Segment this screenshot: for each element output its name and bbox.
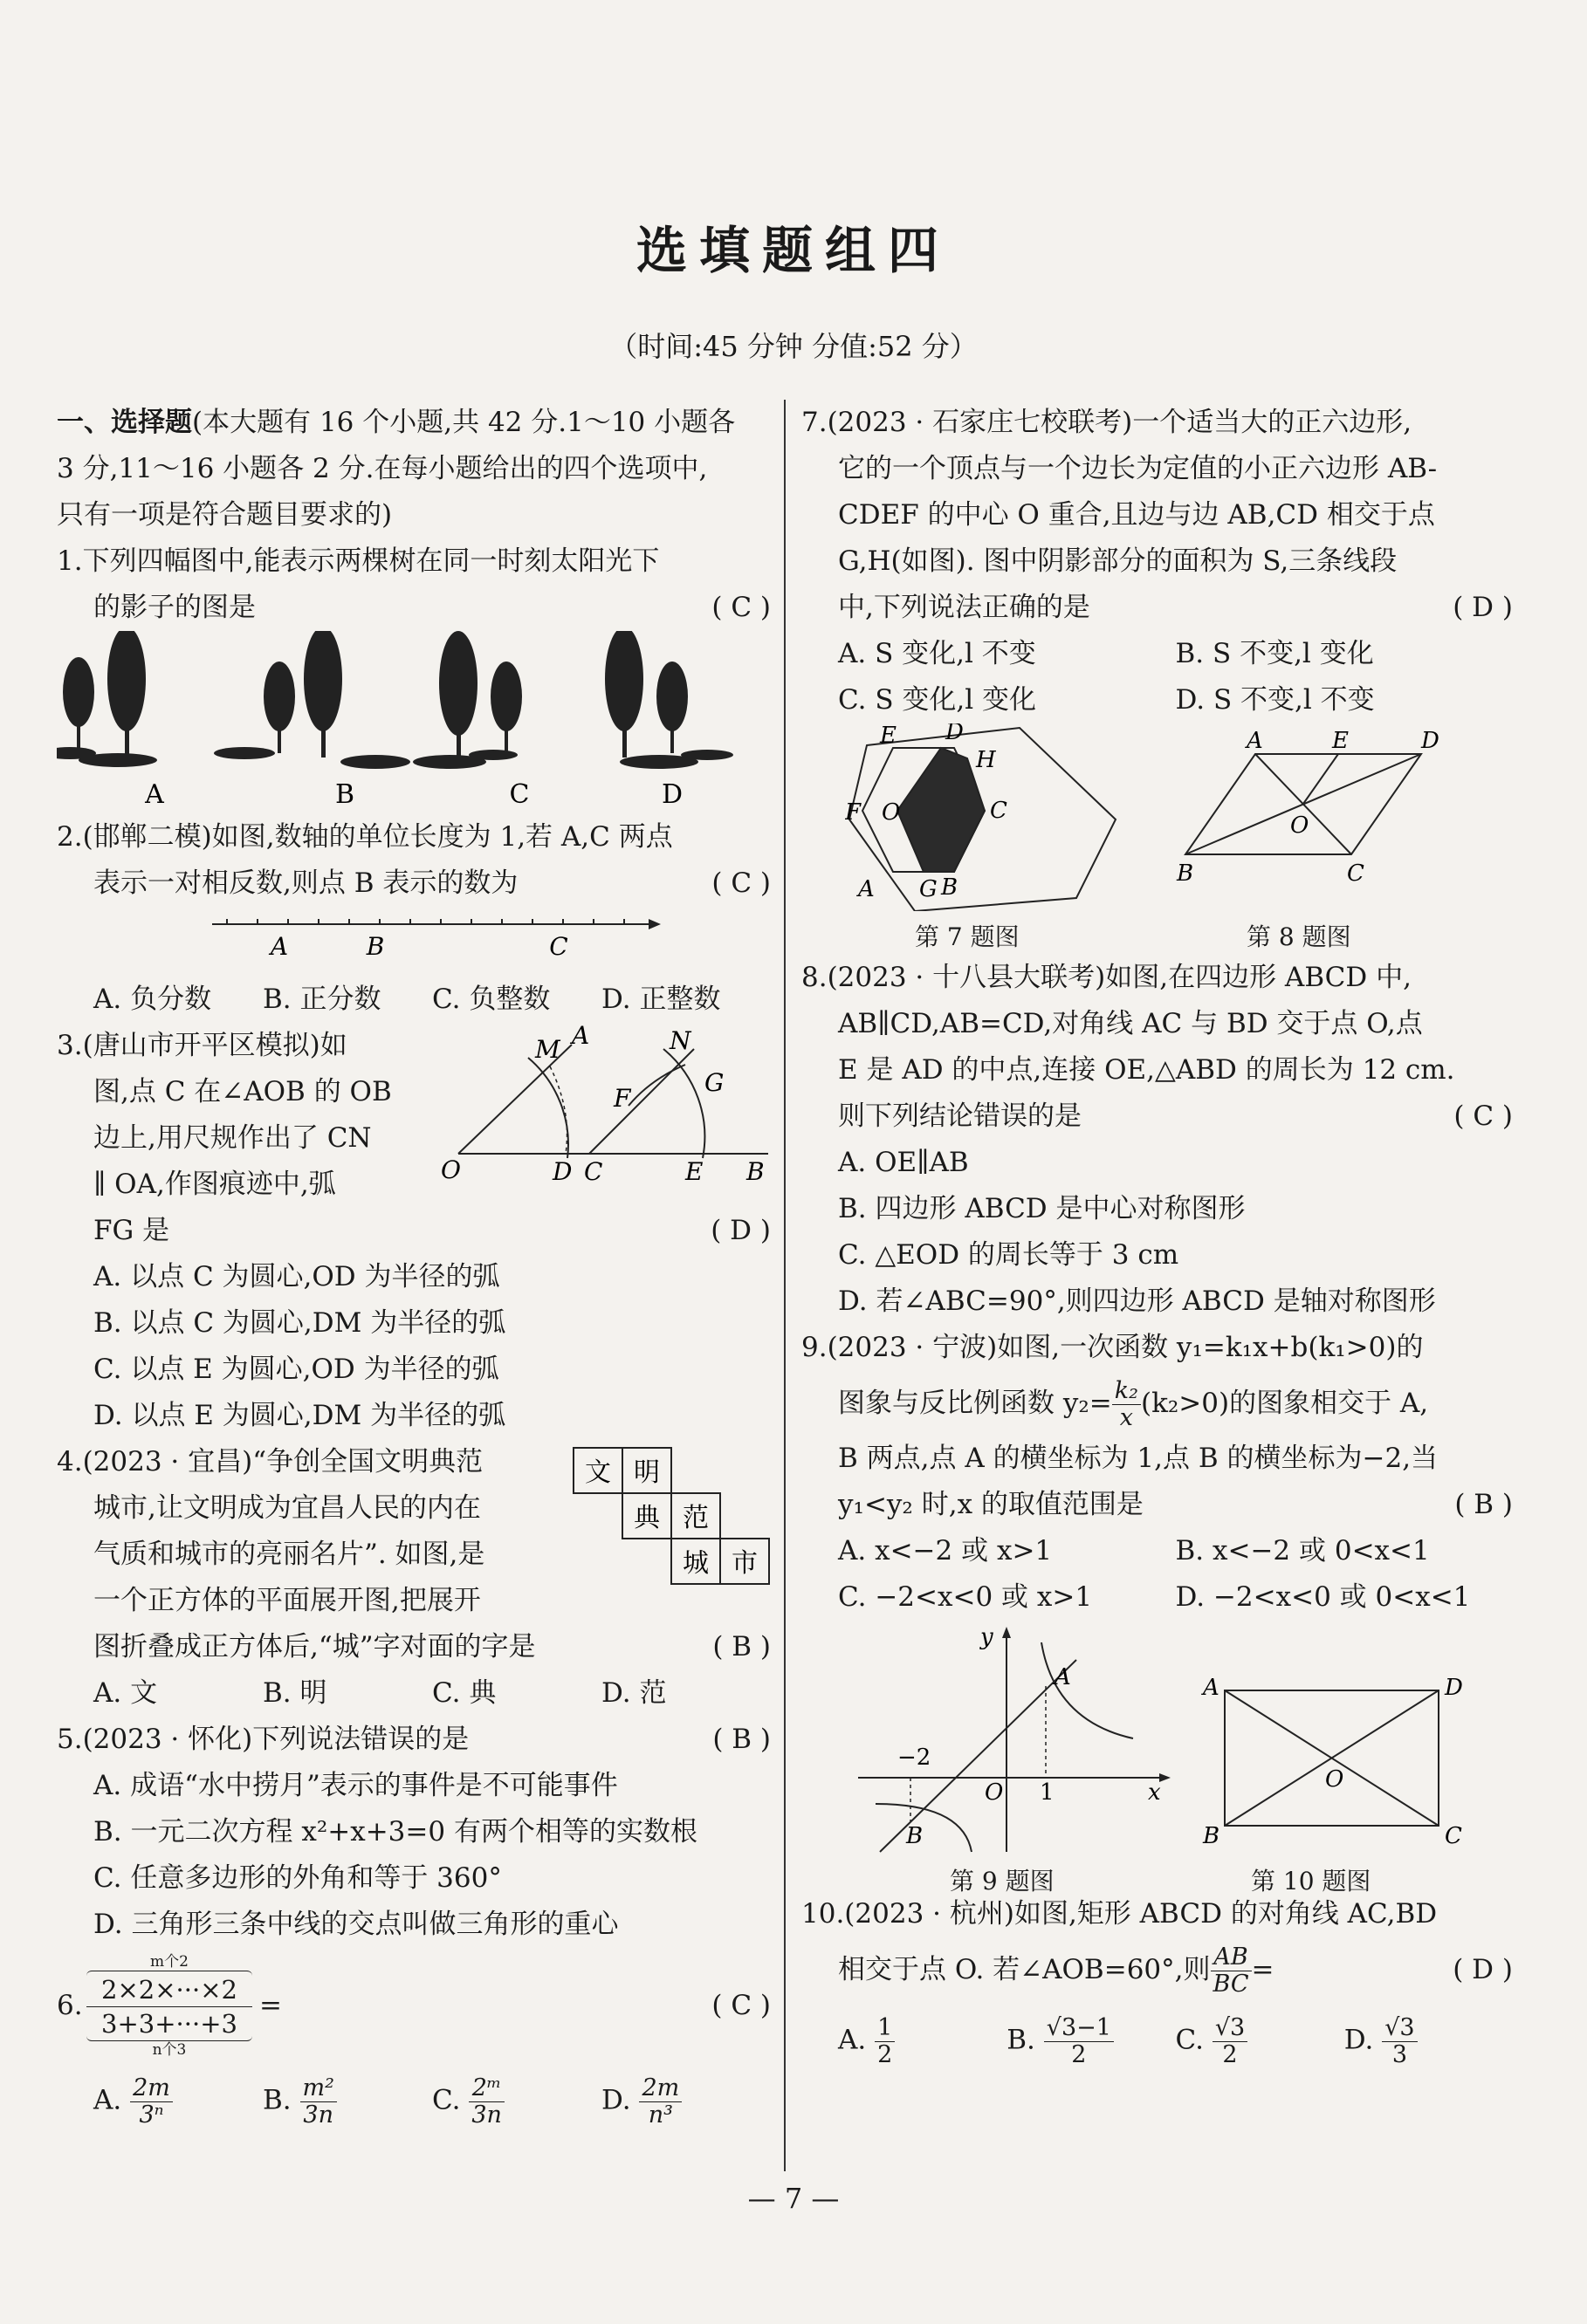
q9-option-c: C. −2<x<0 或 x>1 <box>838 1581 1093 1613</box>
q7-figure <box>845 723 1133 911</box>
q8-label-e: E <box>1332 728 1349 754</box>
q10-caption: 第 10 题图 <box>1251 1867 1371 1896</box>
q4-text-3: 气质和城市的亮丽名片”. 如图,是 <box>93 1539 485 1570</box>
q8-label-b: B <box>1177 860 1194 887</box>
q8-label-a: A <box>1247 728 1263 754</box>
q6-option-c: C. $\frac{\text{2ᵐ}}{3n}$ <box>432 2075 601 2128</box>
q9-label-1: 1 <box>1040 1779 1055 1806</box>
q9-text-2a: 图象与反比例函数 y₂= <box>838 1388 1112 1419</box>
q8-option-d: D. 若∠ABC=90°,则四边形 ABCD 是轴对称图形 <box>838 1285 1436 1317</box>
q7-label-c: C <box>990 798 1007 824</box>
q7-text-2: 它的一个顶点与一个边长为定值的小正六边形 AB- <box>838 453 1438 484</box>
q3-block <box>57 1023 771 1439</box>
q3-label-b: B <box>746 1157 765 1186</box>
q1-figure <box>57 631 771 814</box>
page-number: — 7 — <box>747 2182 840 2215</box>
q9-option-b: B. x<−2 或 0<x<1 <box>1175 1535 1430 1566</box>
q3-text: 3.(唐山市开平区模拟)如 <box>57 1030 347 1061</box>
cell-fan: 范 <box>683 1503 709 1533</box>
axis-label-b: B <box>366 932 385 961</box>
q7-label-a: A <box>858 876 875 902</box>
q10-label-o: O <box>1325 1766 1344 1793</box>
q6-denominator: 3+3+···+3 <box>86 2007 252 2041</box>
q2-option-b: B. 正分数 <box>263 984 381 1015</box>
q5-answer: ( B ) <box>712 1724 771 1755</box>
q7-option-c: C. S 变化,l 变化 <box>838 684 1037 716</box>
q7-text-3: CDEF 的中心 O 重合,且边与边 AB,CD 相交于点 <box>838 499 1435 531</box>
q8-text-3: E 是 AD 的中点,连接 OE,△ABD 的周长为 12 cm. <box>838 1054 1455 1086</box>
q9-label-a: A <box>1055 1664 1071 1690</box>
cell-wen: 文 <box>585 1457 611 1488</box>
q8-text-2: AB∥CD,AB=CD,对角线 AC 与 BD 交于点 O,点 <box>838 1008 1423 1039</box>
q2-text-2: 表示一对相反数,则点 B 表示的数为 <box>93 867 519 899</box>
q1-label-c: C <box>509 779 530 810</box>
q7-label-h: H <box>976 747 996 773</box>
q9-fraction: $\frac{\text{k₂}}{x}$ <box>1112 1378 1141 1430</box>
q10-text-2: 相交于点 O. 若∠AOB=60°,则 <box>838 1954 1211 1985</box>
q3-text-5: FG 是 <box>93 1215 170 1246</box>
q8-label-c: C <box>1347 860 1364 887</box>
q6-number: 6. <box>57 1990 83 2021</box>
q4-answer: ( B ) <box>712 1631 771 1662</box>
q2-options <box>57 977 771 1023</box>
q10-answer: ( D ) <box>1453 1954 1513 1985</box>
cell-cheng: 城 <box>683 1548 709 1579</box>
q6-equals: = <box>259 1990 282 2021</box>
q2-option-a: A. 负分数 <box>93 984 212 1015</box>
q10-figure <box>1199 1673 1478 1848</box>
q10-option-d: D. $\frac{√3}{3}$ <box>1344 2015 1513 2067</box>
q3-option-d: D. 以点 E 为圆心,DM 为半径的弧 <box>93 1400 506 1431</box>
q10-option-a: A. $\frac{1}{2}$ <box>838 2015 1006 2067</box>
q8-label-d: D <box>1421 728 1439 754</box>
q3-label-e: E <box>685 1157 704 1186</box>
q9-text-4: y₁<y₂ 时,x 的取值范围是 <box>838 1489 1144 1520</box>
q4-option-d: D. 范 <box>601 1677 667 1709</box>
q6-options <box>57 2067 771 2136</box>
q3-text-4: ∥ OA,作图痕迹中,弧 <box>93 1169 336 1200</box>
q1-answer: ( C ) <box>711 592 771 623</box>
column-divider <box>784 400 786 2171</box>
q9-label-y: y <box>980 1625 993 1650</box>
q7-caption: 第 7 题图 <box>915 922 1020 951</box>
q8-answer: ( C ) <box>1453 1100 1513 1132</box>
q7-option-a: A. S 变化,l 不变 <box>838 638 1036 669</box>
q4-text-4: 一个正方体的平面展开图,把展开 <box>93 1585 481 1616</box>
q4-text: 4.(2023 · 宜昌)“争创全国文明典范 <box>57 1446 484 1477</box>
q4-option-c: C. 典 <box>432 1677 497 1709</box>
section-intro-3: 只有一项是符合题目要求的) <box>57 499 393 531</box>
trees-figure <box>57 631 771 814</box>
q9-figure <box>858 1625 1172 1856</box>
q2-option-c: C. 负整数 <box>432 984 551 1015</box>
q5-option-c: C. 任意多边形的外角和等于 360° <box>93 1862 502 1894</box>
q9-label-x: x <box>1148 1779 1161 1806</box>
section-heading: 一、选择题 <box>57 407 192 438</box>
q2-text: 2.(邯郸二模)如图,数轴的单位长度为 1,若 A,C 两点 <box>57 821 673 853</box>
q9-text: 9.(2023 · 宁波)如图,一次函数 y₁=k₁x+b(k₁>0)的 <box>801 1332 1424 1363</box>
q7-q8-figures <box>801 723 1513 955</box>
q5-option-d: D. 三角形三条中线的交点叫做三角形的重心 <box>93 1909 619 1940</box>
q8-text: 8.(2023 · 十八县大联考)如图,在四边形 ABCD 中, <box>801 962 1412 993</box>
page-subtitle: （时间:45 分钟 分值:52 分） <box>609 330 978 363</box>
q8-option-c: C. △EOD 的周长等于 3 cm <box>838 1239 1179 1271</box>
q3-label-a: A <box>572 1023 590 1050</box>
q8-label-o: O <box>1290 812 1309 839</box>
section-intro-2: 3 分,11～16 小题各 2 分.在每小题给出的四个选项中, <box>57 453 708 484</box>
section-intro: (本大题有 16 个小题,共 42 分.1～10 小题各 <box>192 407 736 438</box>
q7-label-d: D <box>945 723 964 745</box>
right-column <box>801 400 1513 2081</box>
q6-option-a: A. $\frac{2m}{\text{3ⁿ}}$ <box>93 2075 263 2128</box>
tree-small-a <box>63 657 94 727</box>
q7-label-f: F <box>845 799 862 826</box>
q9-label-b: B <box>906 1823 924 1849</box>
q4-options <box>57 1670 771 1717</box>
q9-answer: ( B ) <box>1454 1489 1513 1520</box>
q1-text: 1.下列四幅图中,能表示两棵树在同一时刻太阳光下 <box>57 545 660 577</box>
q3-label-g: G <box>704 1068 725 1097</box>
q7-option-d: D. S 不变,l 不变 <box>1175 684 1375 716</box>
q9-q10-figures <box>801 1621 1513 1896</box>
q8-caption: 第 8 题图 <box>1247 922 1351 951</box>
q8-figure <box>1168 723 1474 911</box>
q5-option-b: B. 一元二次方程 x²+x+3=0 有两个相等的实数根 <box>93 1816 697 1848</box>
q3-text-3: 边上,用尺规作出了 CN <box>93 1122 372 1154</box>
q7-label-b: B <box>941 874 958 901</box>
q10-option-b: B. $\frac{√3-1}{2}$ <box>1006 2015 1175 2067</box>
q6-block <box>57 1953 771 2067</box>
q10-options <box>801 2002 1513 2081</box>
q3-option-c: C. 以点 E 为圆心,OD 为半径的弧 <box>93 1354 499 1385</box>
q1-label-b: B <box>334 779 355 810</box>
q3-label-o: O <box>441 1155 461 1184</box>
axis-label-c: C <box>549 932 568 961</box>
q1-text-2: 的影子的图是 <box>93 592 256 623</box>
q10-label-d: D <box>1445 1675 1463 1701</box>
q6-fraction <box>86 1953 252 2059</box>
axis-label-a: A <box>270 932 289 961</box>
cell-shi: 市 <box>732 1548 758 1579</box>
q9-caption: 第 9 题图 <box>950 1867 1055 1896</box>
q3-label-m: M <box>535 1035 560 1064</box>
q5-text: 5.(2023 · 怀化)下列说法错误的是 <box>57 1724 470 1755</box>
q4-block <box>57 1439 771 1717</box>
q9-label-minus2: −2 <box>897 1745 931 1771</box>
q3-option-b: B. 以点 C 为圆心,DM 为半径的弧 <box>93 1307 506 1339</box>
q8-option-a: A. OE∥AB <box>838 1147 969 1178</box>
q9-label-o: O <box>985 1779 1004 1806</box>
page-title: 选填题组四 <box>635 221 951 280</box>
q10-label-c: C <box>1445 1823 1462 1848</box>
q6-option-d: D. $\frac{2m}{\text{n³}}$ <box>601 2075 771 2128</box>
q9-option-d: D. −2<x<0 或 0<x<1 <box>1175 1581 1471 1613</box>
q3-answer: ( D ) <box>711 1215 771 1246</box>
q6-bottom-brace: n个3 <box>152 2041 187 2059</box>
q3-option-a: A. 以点 C 为圆心,OD 为半径的弧 <box>93 1261 500 1292</box>
q7-label-o: O <box>882 799 901 826</box>
q5-option-a: A. 成语“水中捞月”表示的事件是不可能事件 <box>93 1770 618 1801</box>
q2-option-d: D. 正整数 <box>601 984 721 1015</box>
q10-label-b: B <box>1203 1823 1220 1848</box>
q10-fraction: $\frac{AB}{BC}$ <box>1211 1944 1252 1997</box>
q7-text-5: 中,下列说法正确的是 <box>838 592 1090 623</box>
q4-option-b: B. 明 <box>263 1677 327 1709</box>
q6-answer: ( C ) <box>711 1990 771 2021</box>
left-column <box>57 400 771 2136</box>
q9-text-2b: (k₂>0)的图象相交于 A, <box>1140 1388 1429 1419</box>
q7-answer: ( D ) <box>1453 592 1513 623</box>
q3-label-c: C <box>584 1157 603 1186</box>
q3-label-f: F <box>614 1084 631 1113</box>
q9-option-a: A. x<−2 或 x>1 <box>838 1535 1053 1566</box>
q4-text-5: 图折叠成正方体后,“城”字对面的字是 <box>93 1631 536 1662</box>
tree-large-a <box>107 631 146 731</box>
cell-dian: 典 <box>634 1503 660 1533</box>
cell-ming: 明 <box>634 1457 660 1488</box>
q7-text-4: G,H(如图). 图中阴影部分的面积为 S,三条线段 <box>838 545 1398 577</box>
q2-answer: ( C ) <box>711 867 771 899</box>
q6-numerator: 2×2×···×2 <box>86 1971 252 2006</box>
q7-label-e: E <box>880 723 897 749</box>
q7-label-g: G <box>919 876 938 902</box>
q3-label-d: D <box>553 1157 573 1186</box>
q4-option-a: A. 文 <box>93 1677 158 1709</box>
q7-text: 7.(2023 · 石家庄七校联考)一个适当大的正六边形, <box>801 407 1412 438</box>
q2-figure <box>57 907 771 977</box>
q10-text: 10.(2023 · 杭州)如图,矩形 ABCD 的对角线 AC,BD <box>801 1898 1438 1930</box>
q1-label-d: D <box>661 779 684 810</box>
q3-label-n: N <box>670 1026 691 1055</box>
q10-equals: = <box>1251 1954 1274 1985</box>
q9-text-3: B 两点,点 A 的横坐标为 1,点 B 的横坐标为−2,当 <box>838 1443 1439 1474</box>
q4-text-2: 城市,让文明成为宜昌人民的内在 <box>93 1492 481 1524</box>
q10-label-a: A <box>1203 1675 1219 1701</box>
q8-option-b: B. 四边形 ABCD 是中心对称图形 <box>838 1193 1246 1224</box>
q6-option-b: B. $\frac{\text{m²}}{3n}$ <box>263 2075 432 2128</box>
q8-text-4: 则下列结论错误的是 <box>838 1100 1082 1132</box>
q1-label-a: A <box>145 779 164 810</box>
q3-text-2: 图,点 C 在∠AOB 的 OB <box>93 1076 392 1107</box>
q6-top-brace: m个2 <box>150 1953 189 1971</box>
number-line <box>57 907 771 977</box>
q10-option-c: C. $\frac{√3}{2}$ <box>1176 2015 1344 2067</box>
q7-option-b: B. S 不变,l 变化 <box>1175 638 1374 669</box>
